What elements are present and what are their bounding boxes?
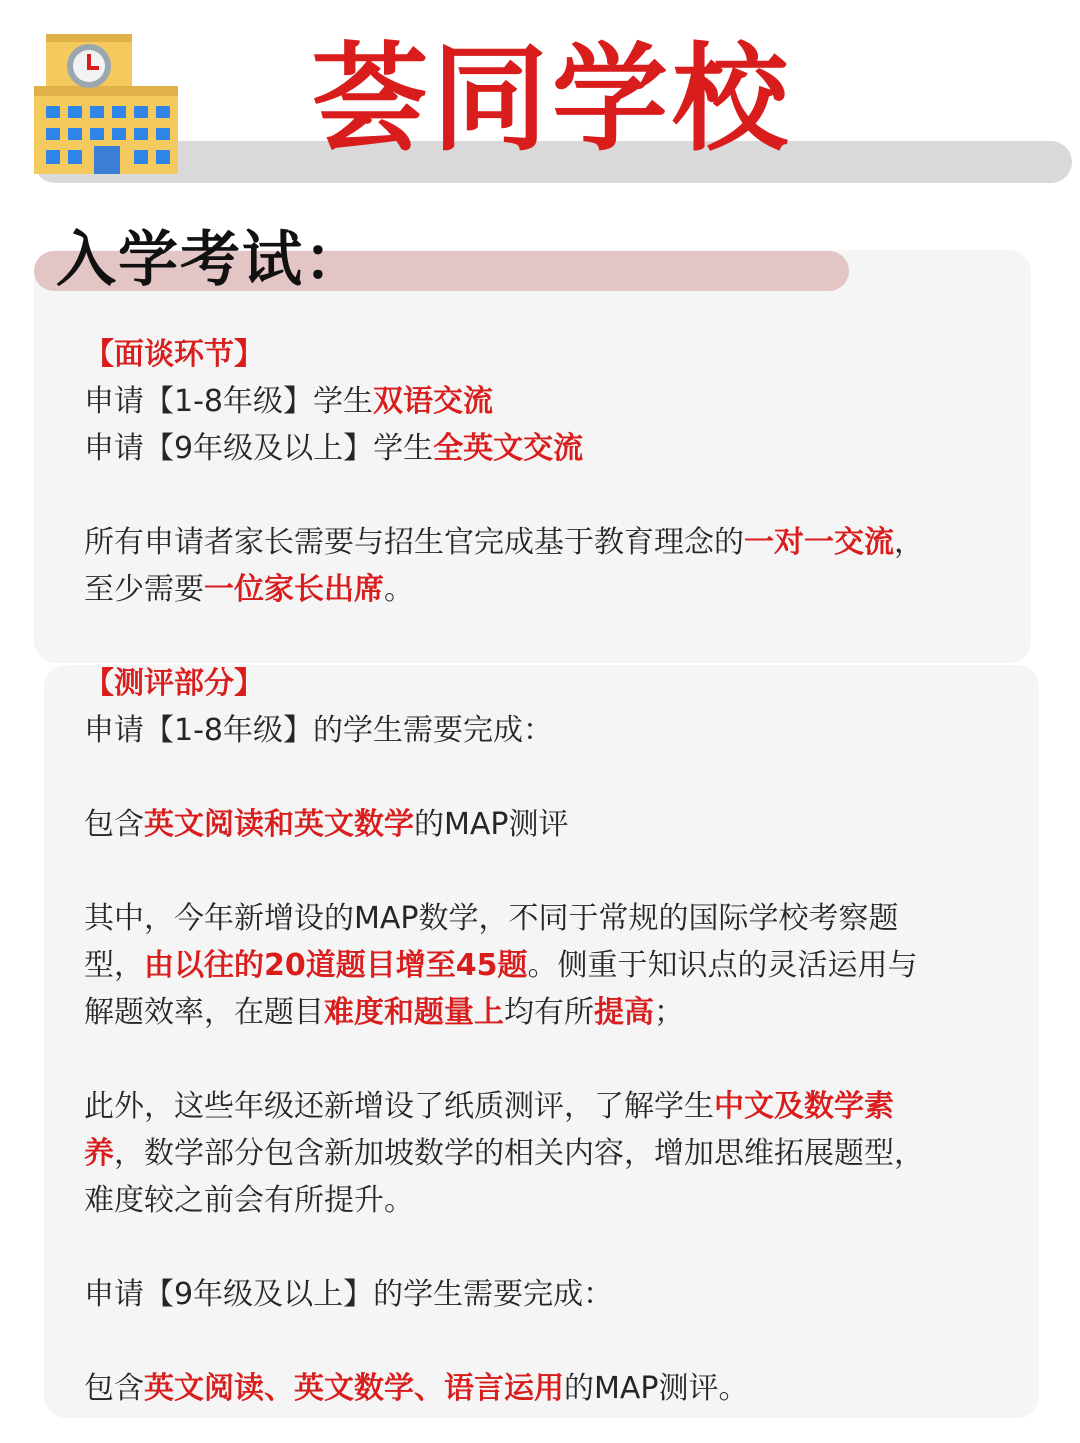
interview-line-2 [84, 426, 583, 472]
highlight-text: 由以往的20道题目增至45题 [144, 948, 528, 983]
grade-9-requirement: 申请【9年级及以上】的学生需要完成： [84, 1277, 614, 1312]
interview-para-2 [84, 567, 414, 613]
highlight-text: 一对一交流 [744, 525, 894, 560]
highlight-text: 双语交流 [373, 384, 493, 419]
highlight-text: 英文阅读、英文数学、语言运用 [144, 1371, 564, 1406]
text: ； [654, 995, 684, 1030]
text: 此外，这些年级还新增设了纸质测评，了解学生 [84, 1089, 714, 1124]
text: 型， [84, 948, 144, 983]
extra-line-2 [84, 1131, 924, 1177]
assessment-heading: 【测评部分】 [84, 666, 264, 701]
highlight-text: 中文及数学素 [714, 1089, 894, 1124]
highlight-text: 英文阅读和英文数学 [144, 807, 414, 842]
highlight-text: 难度和题量上 [324, 995, 504, 1030]
text: 。 [384, 572, 414, 607]
change-line-1: 其中，今年新增设的MAP数学，不同于常规的国际学校考察题 [84, 901, 899, 936]
text: 申请【1-8年级】学生 [84, 384, 373, 419]
text: 包含 [84, 1371, 144, 1406]
highlight-text: 养 [84, 1136, 114, 1171]
section-heading: 入学考试： [56, 225, 366, 295]
extra-line-1 [84, 1084, 894, 1130]
text: 解题效率，在题目 [84, 995, 324, 1030]
text: 所有申请者家长需要与招生官完成基于教育理念的 [84, 525, 744, 560]
highlight-text: 全英文交流 [433, 431, 584, 466]
change-line-2 [84, 943, 918, 989]
text: ， [894, 525, 924, 560]
text: 。侧重于知识点的灵活运用与 [527, 948, 918, 983]
map-assessment-2 [84, 1366, 749, 1412]
text: 至少需要 [84, 572, 204, 607]
map-assessment-1 [84, 802, 569, 848]
change-line-3 [84, 990, 684, 1036]
highlight-text: 一位家长出席 [204, 572, 384, 607]
text: 的MAP测评 [414, 807, 569, 842]
text: 申请【9年级及以上】学生 [84, 431, 434, 466]
interview-para-1 [84, 520, 924, 566]
page-title: 荟同学校 [312, 32, 792, 167]
text: 均有所 [504, 995, 594, 1030]
text: ，数学部分包含新加坡数学的相关内容，增加思维拓展题型， [114, 1136, 924, 1171]
school-building-icon [32, 30, 182, 180]
interview-heading: 【面谈环节】 [84, 337, 264, 372]
grade-1-8-requirement: 申请【1-8年级】的学生需要完成： [84, 713, 553, 748]
text: 包含 [84, 807, 144, 842]
text: 的MAP测评。 [564, 1371, 749, 1406]
interview-line-1 [84, 379, 493, 425]
extra-line-3: 难度较之前会有所提升。 [84, 1183, 414, 1218]
highlight-text: 提高 [594, 995, 654, 1030]
